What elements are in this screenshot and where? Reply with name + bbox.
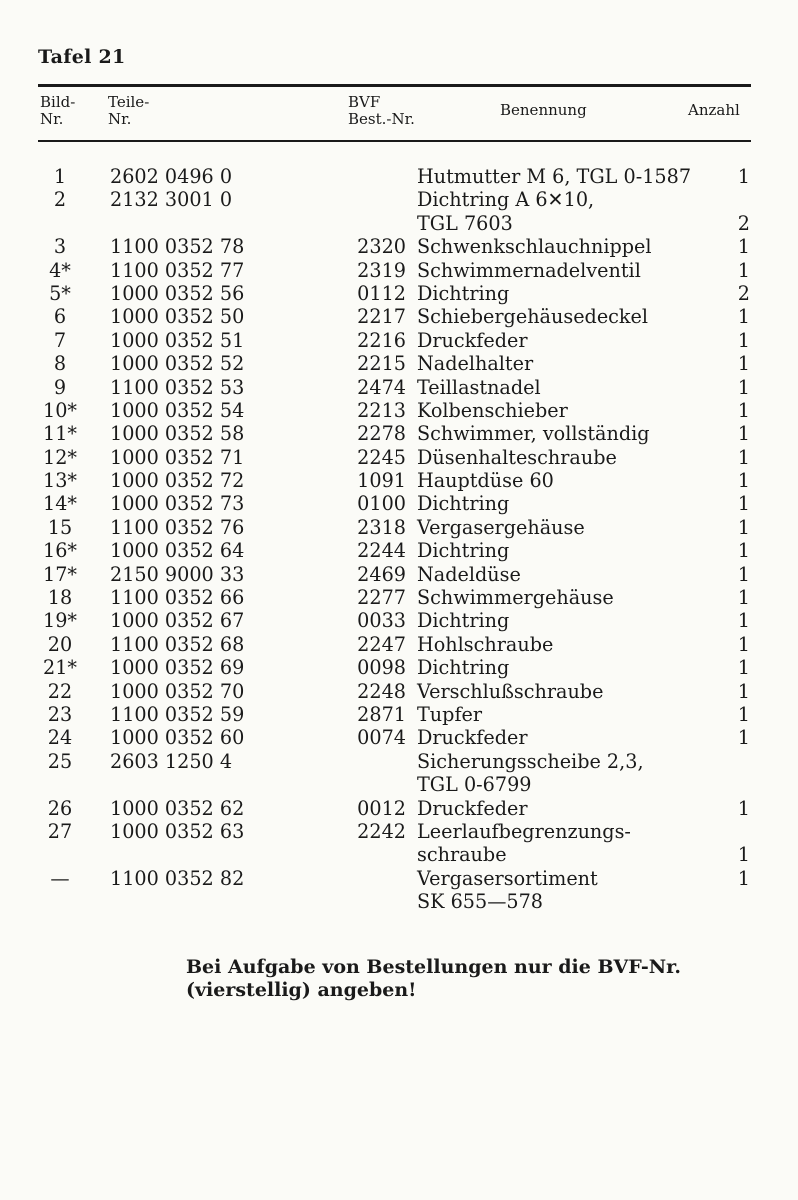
benennung: SK 655—578 [417,890,544,914]
page-title: Tafel 21 [38,46,126,68]
benennung: Schwenkschlauchnippel [417,235,652,259]
bild-nr: 1 [53,165,67,188]
teile-nr: 1100 0352 76 [110,515,245,539]
table-row [0,446,798,469]
teile-nr: 2150 9000 33 [110,562,245,586]
anzahl: 1 [737,515,750,539]
bild-nr: 13* [42,469,77,493]
table-row [0,492,798,515]
benennung: Dichtring [417,281,510,305]
teile-nr: 1100 0352 53 [110,375,245,399]
anzahl: 1 [737,235,750,259]
table-row [0,563,798,586]
bvf-best-nr: 2278 [357,422,406,446]
benennung: Dichtring [417,539,510,563]
anzahl: 1 [737,679,750,703]
header-bottom-rule [38,140,751,142]
table-row [0,235,798,258]
table-row [0,165,798,188]
anzahl: 1 [737,445,750,469]
bild-nr: 3 [53,235,67,259]
bild-nr: 25 [47,749,73,773]
benennung: Nadelhalter [417,352,534,376]
table-row [0,188,798,235]
bvf-best-nr: 2213 [357,398,406,422]
anzahl: 2 [737,211,750,235]
benennung: Hauptdüse 60 [417,469,554,493]
bild-nr: 21* [42,656,77,680]
table-row [0,422,798,445]
teile-nr: 1000 0352 72 [110,469,245,493]
header-benennung: Benennung [500,101,587,119]
bild-nr: 11* [42,422,77,446]
teile-nr: 2132 3001 0 [110,188,233,212]
teile-nr: 1000 0352 60 [110,726,245,750]
benennung: Teillastnadel [417,375,541,399]
bvf-best-nr: 2318 [357,515,406,539]
bild-nr: 12* [42,445,77,469]
bild-nr: — [50,866,70,890]
bild-nr: 24 [47,726,73,750]
benennung: Verschlußschraube [417,679,604,703]
teile-nr: 2602 0496 0 [110,165,233,188]
teile-nr: 1000 0352 51 [110,328,245,352]
table-row [0,703,798,726]
table-row [0,656,798,679]
bvf-best-nr: 0112 [357,281,406,305]
teile-nr: 1000 0352 50 [110,305,245,329]
bvf-best-nr: 0074 [357,726,406,750]
bild-nr: 6 [53,305,67,329]
teile-nr: 1000 0352 52 [110,352,245,376]
bild-nr: 17* [42,562,77,586]
table-row [0,469,798,492]
header-top-rule [38,84,751,87]
benennung: Vergasersortiment [417,866,598,890]
table-row [0,726,798,749]
bvf-best-nr: 2277 [357,586,406,610]
order-note-line: Bei Aufgabe von Bestellungen nur die BVF-Nr. [186,956,682,978]
table-row [0,586,798,609]
teile-nr: 1000 0352 54 [110,398,245,422]
benennung: Schiebergehäusedeckel [417,305,649,329]
benennung: Kolbenschieber [417,398,568,422]
bvf-best-nr: 0012 [357,796,406,820]
anzahl: 1 [737,375,750,399]
anzahl: 1 [737,539,750,563]
anzahl: 1 [737,726,750,750]
bild-nr: 2 [53,188,67,212]
table-row [0,329,798,352]
teile-nr: 1100 0352 59 [110,703,245,726]
anzahl: 1 [737,586,750,610]
teile-nr: 1000 0352 62 [110,796,245,820]
anzahl: 1 [737,866,750,890]
teile-nr: 1000 0352 56 [110,281,245,305]
benennung: Dichtring [417,656,510,680]
teile-nr: 1000 0352 58 [110,422,245,446]
teile-nr: 2603 1250 4 [110,749,233,773]
bild-nr: 10* [42,398,77,422]
anzahl: 1 [737,609,750,633]
table-row [0,820,798,867]
anzahl: 1 [737,398,750,422]
bvf-best-nr: 2215 [357,352,406,376]
benennung: schraube [417,843,507,867]
table-row [0,305,798,328]
benennung: Schwimmer, vollständig [417,422,650,446]
table-row [0,680,798,703]
anzahl: 1 [737,492,750,516]
bild-nr: 27 [47,819,73,843]
anzahl: 1 [737,562,750,586]
benennung: Vergasergehäuse [417,515,585,539]
bvf-best-nr: 2245 [357,445,406,469]
bvf-best-nr: 0098 [357,656,406,680]
anzahl: 1 [737,422,750,446]
anzahl: 1 [737,305,750,329]
benennung: Nadeldüse [417,562,521,586]
benennung: Leerlaufbegrenzungs- [417,819,631,843]
anzahl: 1 [737,328,750,352]
teile-nr: 1100 0352 66 [110,586,245,610]
bild-nr: 7 [53,328,67,352]
anzahl: 1 [737,258,750,282]
benennung: Druckfeder [417,796,528,820]
bvf-best-nr: 2248 [357,679,406,703]
anzahl: 1 [737,843,750,867]
benennung: Sicherungsscheibe 2,3, [417,749,644,773]
anzahl: 1 [737,352,750,376]
benennung: Dichtring A 6✕10, [417,188,595,212]
bvf-best-nr: 2217 [357,305,406,329]
teile-nr: 1000 0352 64 [110,539,245,563]
teile-nr: 1100 0352 77 [110,258,245,282]
benennung: TGL 7603 [417,211,513,235]
bvf-best-nr: 0033 [357,609,406,633]
bild-nr: 19* [42,609,77,633]
bvf-best-nr: 2871 [357,703,406,726]
bvf-best-nr: 2247 [357,632,406,656]
bvf-best-nr: 2469 [357,562,406,586]
bild-nr: 5* [49,281,71,305]
bild-nr: 20 [47,632,73,656]
bvf-best-nr: 2216 [357,328,406,352]
bvf-best-nr: 2242 [357,819,406,843]
benennung: Hohlschraube [417,632,554,656]
teile-nr: 1000 0352 67 [110,609,245,633]
table-row [0,867,798,914]
benennung: Druckfeder [417,726,528,750]
bild-nr: 8 [53,352,67,376]
table-row [0,259,798,282]
bild-nr: 22 [47,679,73,703]
bild-nr: 18 [47,586,73,610]
teile-nr: 1000 0352 73 [110,492,245,516]
benennung: Düsenhalteschraube [417,445,617,469]
teile-nr: 1000 0352 63 [110,819,245,843]
bild-nr: 26 [47,796,73,820]
bild-nr: 15 [47,515,73,539]
table-row [0,516,798,539]
header-teile-nr: Teile- Nr. [108,93,150,128]
table-row [0,539,798,562]
bvf-best-nr: 2474 [357,375,406,399]
parts-table [0,165,798,914]
bild-nr: 16* [42,539,77,563]
benennung: Hutmutter M 6, TGL 0-1587 [417,165,692,188]
table-row [0,797,798,820]
header-bvf-best-nr: BVF Best.-Nr. [348,93,415,128]
benennung: Dichtring [417,492,510,516]
anzahl: 1 [737,656,750,680]
table-row [0,633,798,656]
bild-nr: 9 [53,375,67,399]
bild-nr: 4* [49,258,71,282]
anzahl: 1 [737,632,750,656]
bvf-best-nr: 2320 [357,235,406,259]
table-row [0,399,798,422]
table-row [0,609,798,632]
header-anzahl: Anzahl [688,101,740,119]
table-row [0,376,798,399]
header-bild-nr: Bild- Nr. [40,93,76,128]
anzahl: 1 [737,165,750,188]
teile-nr: 1000 0352 69 [110,656,245,680]
anzahl: 2 [737,281,750,305]
table-row [0,282,798,305]
anzahl: 1 [737,796,750,820]
bvf-best-nr: 0100 [357,492,406,516]
benennung: Druckfeder [417,328,528,352]
benennung: Schwimmernadelventil [417,258,641,282]
bvf-best-nr: 2319 [357,258,406,282]
teile-nr: 1100 0352 82 [110,866,245,890]
teile-nr: 1000 0352 70 [110,679,245,703]
order-note-line: (vierstellig) angeben! [186,979,417,1001]
benennung: Schwimmergehäuse [417,586,614,610]
teile-nr: 1000 0352 71 [110,445,245,469]
benennung: TGL 0-6799 [417,773,532,797]
benennung: Tupfer [417,703,483,726]
bvf-best-nr: 1091 [357,469,406,493]
anzahl: 1 [737,469,750,493]
bvf-best-nr: 2244 [357,539,406,563]
table-row [0,352,798,375]
anzahl: 1 [737,703,750,726]
table-row [0,750,798,797]
bild-nr: 14* [42,492,77,516]
bild-nr: 23 [47,703,73,726]
order-note [186,956,766,1002]
benennung: Dichtring [417,609,510,633]
teile-nr: 1100 0352 68 [110,632,245,656]
teile-nr: 1100 0352 78 [110,235,245,259]
